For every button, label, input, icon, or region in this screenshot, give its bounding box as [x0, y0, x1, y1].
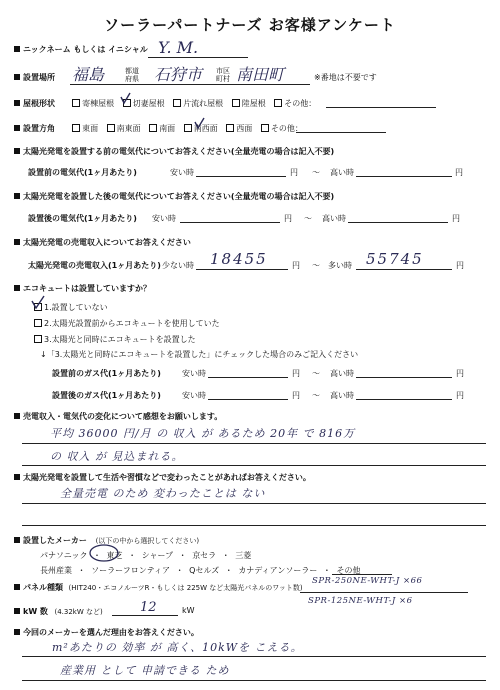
- direction-option-5[interactable]: その他：: [261, 124, 303, 133]
- gas-before-label: 設置前のガス代(1ヶ月あたり): [52, 369, 161, 378]
- sale-low-label: 少ない時: [162, 261, 194, 270]
- ecocute-heading: エコキュートは設置していますか？: [14, 283, 151, 294]
- roof-option-4[interactable]: その他：: [274, 99, 316, 108]
- maker-panasonic[interactable]: パナソニック: [40, 551, 88, 560]
- lifestyle-text-1[interactable]: 全量売電 のため 変わったことは ない: [60, 487, 266, 500]
- maker-list-2: 長州産業 ・ ソーラーフロンティア ・ Qセルズ ・ カナディアンソーラー ・ その他: [40, 566, 361, 575]
- sale-tilde: ～: [312, 261, 320, 270]
- location-town[interactable]: 南田町: [236, 65, 285, 84]
- after-row-label: 設置後の電気代(1ヶ月あたり): [28, 214, 137, 223]
- maker-heading: 設置したメーカー: [23, 536, 87, 545]
- after-high-label: 高い時: [322, 214, 346, 223]
- before-yen-2: 円: [455, 168, 463, 177]
- gas-after-low: 安い時: [182, 391, 206, 400]
- sale-row-label: 太陽光発電の売電収入(1ヶ月あたり): [28, 261, 161, 270]
- direction-option-0[interactable]: 東面: [72, 124, 98, 133]
- maker-circle: [90, 545, 118, 561]
- gas-after-yen-2: 円: [456, 391, 464, 400]
- sale-high-label: 多い時: [328, 261, 352, 270]
- lifestyle-heading: 太陽光発電を設置して生活や習慣などで変わったことがあればお答えください。: [14, 472, 311, 483]
- page-title: ソーラーパートナーズ お客様アンケート: [104, 16, 396, 34]
- ecocute-check-mark: [32, 296, 44, 308]
- maker-toshiba[interactable]: 東芝: [106, 551, 123, 560]
- maker-hint: (以下の中から選択してください): [95, 537, 200, 545]
- panel-value-2[interactable]: SPR-125NE-WHT-J ×6: [308, 596, 413, 606]
- sale-high-value[interactable]: 55745: [366, 250, 424, 268]
- ecocute-option-2[interactable]: 3.太陽光と同時にエコキュートを設置した: [34, 334, 196, 345]
- maker-sharp[interactable]: シャープ: [141, 551, 174, 560]
- maker-list-1: パナソニック ・ 東芝 ・ シャープ ・ 京セラ ・ 三菱: [40, 551, 252, 560]
- ecocute-option-1[interactable]: 2.太陽光設置前からエコキュートを使用していた: [34, 318, 220, 329]
- gas-after-tilde: ～: [312, 391, 320, 400]
- nickname-value[interactable]: Y. M.: [158, 38, 199, 57]
- maker-kyocera[interactable]: 京セラ: [192, 551, 217, 560]
- sale-heading: 太陽光発電の売電収入についてお答えください: [14, 237, 191, 248]
- roof-option-2[interactable]: 片流れ屋根: [173, 99, 223, 108]
- roof-option-3[interactable]: 陸屋根: [232, 99, 266, 108]
- reason-heading: 今回のメーカーを選んだ理由をお答えください。: [14, 627, 199, 638]
- gas-before-low: 安い時: [182, 369, 206, 378]
- sale-yen-1: 円: [292, 261, 300, 270]
- panel-label: パネル種類: [23, 583, 63, 592]
- after-yen-1: 円: [284, 214, 292, 223]
- roof-option-1[interactable]: 切妻屋根: [123, 99, 165, 108]
- city-suffix-bottom: 町村: [216, 75, 230, 83]
- location-city[interactable]: 石狩市: [154, 65, 203, 84]
- before-tilde: ～: [312, 168, 320, 177]
- ecocute-option-0[interactable]: 1.設置していない: [34, 302, 108, 313]
- before-high-label: 高い時: [330, 168, 354, 177]
- before-row-label: 設置前の電気代(1ヶ月あたり): [28, 168, 137, 177]
- impression-heading: 売電収入・電気代の変化について感想をお願いします。: [14, 411, 222, 422]
- roof-option-0[interactable]: 寄棟屋根: [72, 99, 114, 108]
- after-low-label: 安い時: [152, 214, 176, 223]
- city-suffix-top: 市区: [216, 67, 230, 75]
- direction-option-3[interactable]: 南西面: [184, 124, 218, 133]
- direction-label: 設置方角: [23, 124, 55, 133]
- impression-text-2[interactable]: の 収入 が 見込まれる。: [50, 450, 184, 463]
- kw-unit: kW: [182, 606, 195, 615]
- kw-hint: (4.32kW など): [54, 608, 103, 616]
- location-label: 設置場所: [23, 73, 55, 82]
- before-yen-1: 円: [290, 168, 298, 177]
- after-tilde: ～: [304, 214, 312, 223]
- before-low-label: 安い時: [170, 168, 194, 177]
- panel-value-1[interactable]: SPR-250NE-WHT-J ×66: [312, 576, 423, 586]
- maker-choshu[interactable]: 長州産業: [40, 566, 72, 575]
- direction-check-mark: [195, 118, 204, 128]
- gas-after-yen-1: 円: [292, 391, 300, 400]
- pref-suffix-top: 都道: [125, 67, 139, 75]
- roof-check-mark: [121, 93, 130, 103]
- maker-other[interactable]: その他: [336, 566, 361, 575]
- gas-before-yen-2: 円: [456, 369, 464, 378]
- after-yen-2: 円: [452, 214, 460, 223]
- direction-option-1[interactable]: 南東面: [107, 124, 141, 133]
- maker-mitsubishi[interactable]: 三菱: [235, 551, 252, 560]
- gas-before-tilde: ～: [312, 369, 320, 378]
- sale-low-value[interactable]: 18455: [210, 250, 268, 268]
- gas-before-high: 高い時: [330, 369, 354, 378]
- reason-text-1[interactable]: m²あたりの 効率 が 高く、10kWを こえる。: [52, 641, 303, 654]
- maker-qcells[interactable]: Qセルズ: [189, 566, 220, 575]
- maker-solar-frontier[interactable]: ソーラーフロンティア: [91, 566, 171, 575]
- gas-after-label: 設置後のガス代(1ヶ月あたり): [52, 391, 161, 400]
- sale-yen-2: 円: [456, 261, 464, 270]
- kw-label: kW 数: [23, 607, 48, 616]
- pref-suffix-bottom: 府県: [125, 75, 139, 83]
- before-heading: 太陽光発電を設置する前の電気代についてお答えください(全量売電の場合は記入不要): [14, 146, 334, 157]
- kw-value[interactable]: 12: [140, 600, 157, 615]
- gas-before-yen-1: 円: [292, 369, 300, 378]
- location-note: ※番地は不要です: [314, 73, 377, 82]
- reason-text-2[interactable]: 産業用 として 申請できる ため: [60, 664, 230, 677]
- impression-text-1[interactable]: 平均 36000 円/月 の 収入 が あるため 20年 で 816万: [50, 427, 356, 440]
- direction-option-4[interactable]: 西面: [226, 124, 252, 133]
- roof-label: 屋根形状: [23, 99, 55, 108]
- gas-after-high: 高い時: [330, 391, 354, 400]
- location-pref[interactable]: 福島: [72, 65, 105, 84]
- panel-hint: (HIT240・エコノルーツR・もしくは 225W など太陽光パネルのワット数): [68, 584, 303, 592]
- ecocute-note: ↓「3.太陽光と同時にエコキュートを設置した」にチェックした場合のみご記入ください: [40, 350, 359, 359]
- after-heading: 太陽光発電を設置した後の電気代についてお答えください(全量売電の場合は記入不要): [14, 191, 334, 202]
- maker-canadian-solar[interactable]: カナディアンソーラー: [238, 566, 318, 575]
- direction-option-2[interactable]: 南面: [149, 124, 175, 133]
- nickname-label: ニックネーム もしくは イニシャル: [23, 45, 148, 54]
